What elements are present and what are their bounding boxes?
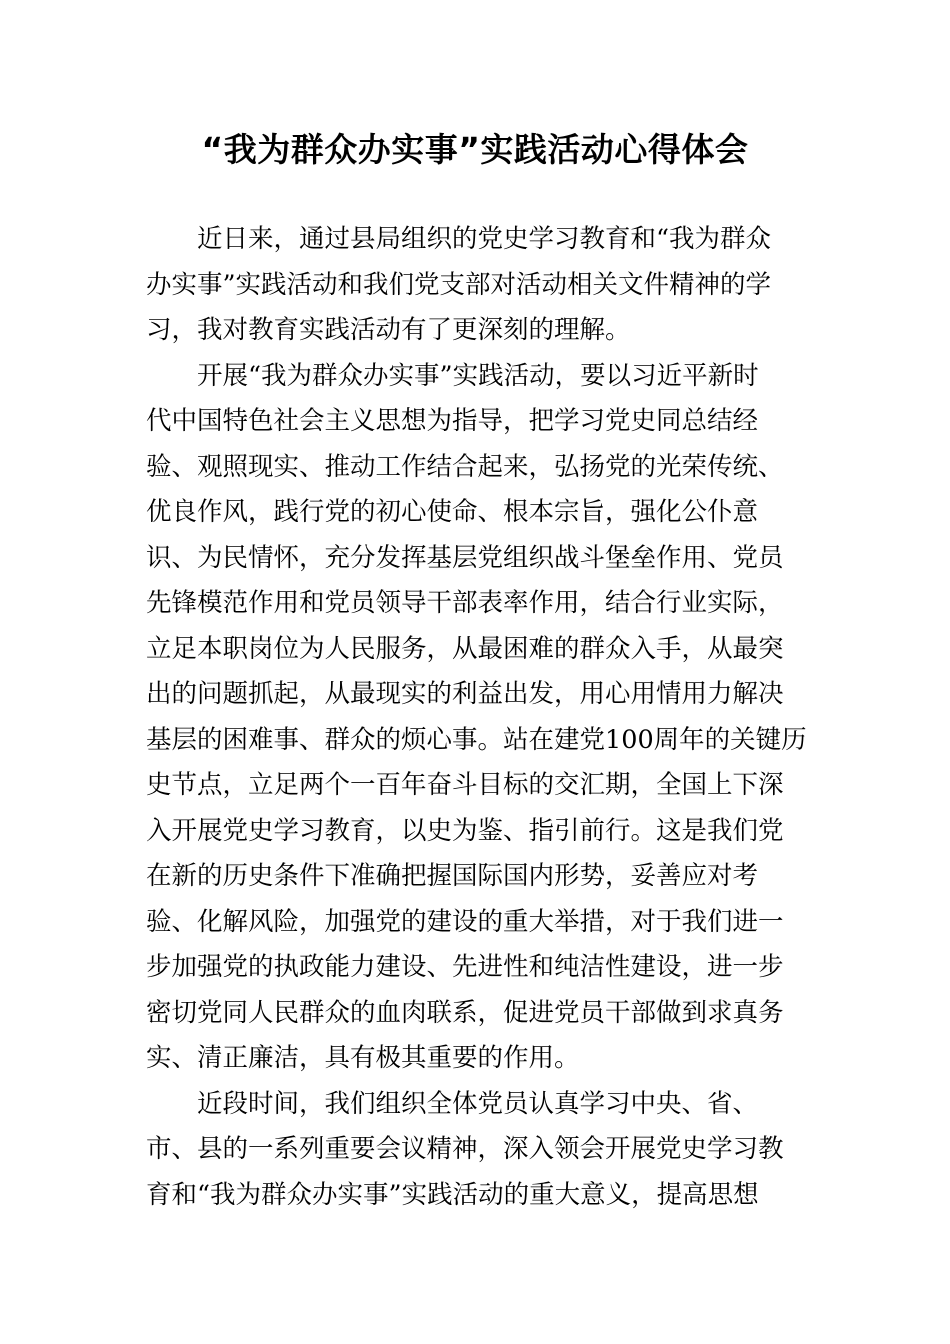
paragraph-line: 近段时间，我们组织全体党员认真学习中央、省、 — [197, 1088, 759, 1119]
paragraph-line: 育和“我为群众办实事”实践活动的重大意义，提高思想 — [146, 1179, 759, 1210]
document-body — [146, 217, 806, 1218]
paragraph-line: 办实事”实践活动和我们党支部对活动相关文件精神的学 — [146, 269, 772, 300]
paragraph-line: 出的问题抓起，从最现实的利益出发，用心用情用力解决 — [146, 679, 784, 709]
paragraph-line: 先锋模范作用和党员领导干部表率作用，结合行业实际， — [146, 588, 784, 618]
paragraph-line: 优良作风，践行党的初心使命、根本宗旨，强化公仆意 — [146, 497, 759, 527]
paragraph-line: 识、为民情怀，充分发挥基层党组织战斗堡垒作用、党员 — [146, 542, 784, 573]
paragraph-line: 步加强党的执政能力建设、先进性和纯洁性建设，进一步 — [146, 952, 784, 982]
paragraph-line: 习，我对教育实践活动有了更深刻的理解。 — [146, 315, 631, 345]
paragraph-line: 验、观照现实、推动工作结合起来，弘扬党的光荣传统、 — [146, 451, 784, 482]
paragraph-line: 实、清正廉洁，具有极其重要的作用。 — [146, 1043, 580, 1073]
paragraph-2 — [146, 354, 806, 1082]
paragraph-line: 入开展党史学习教育，以史为鉴、指引前行。这是我们党 — [146, 815, 784, 846]
paragraph-line: 在新的历史条件下准确把握国际国内形势，妥善应对考 — [146, 861, 759, 891]
paragraph-3 — [146, 1082, 806, 1219]
paragraph-line: 代中国特色社会主义思想为指导，把学习党史同总结经 — [146, 406, 759, 436]
paragraph-1 — [146, 217, 806, 354]
paragraph-line: 近日来，通过县局组织的党史学习教育和“我为群众 — [197, 224, 772, 254]
paragraph-line: 市、县的一系列重要会议精神，深入领会开展党史学习教 — [146, 1134, 784, 1164]
paragraph-line: 开展“我为群众办实事”实践活动，要以习近平新时 — [197, 360, 759, 391]
paragraph-line: 密切党同人民群众的血肉联系，促进党员干部做到求真务 — [146, 997, 784, 1028]
paragraph-line: 基层的困难事、群众的烦心事。站在建党100周年的关键历 — [146, 724, 807, 755]
paragraph-line: 验、化解风险，加强党的建设的重大举措，对于我们进一 — [146, 906, 784, 937]
paragraph-line: 史节点，立足两个一百年奋斗目标的交汇期，全国上下深 — [146, 770, 784, 800]
document-title: “我为群众办实事”实践活动心得体会 — [201, 130, 749, 169]
paragraph-line: 立足本职岗位为人民服务，从最困难的群众入手，从最突 — [146, 633, 784, 664]
